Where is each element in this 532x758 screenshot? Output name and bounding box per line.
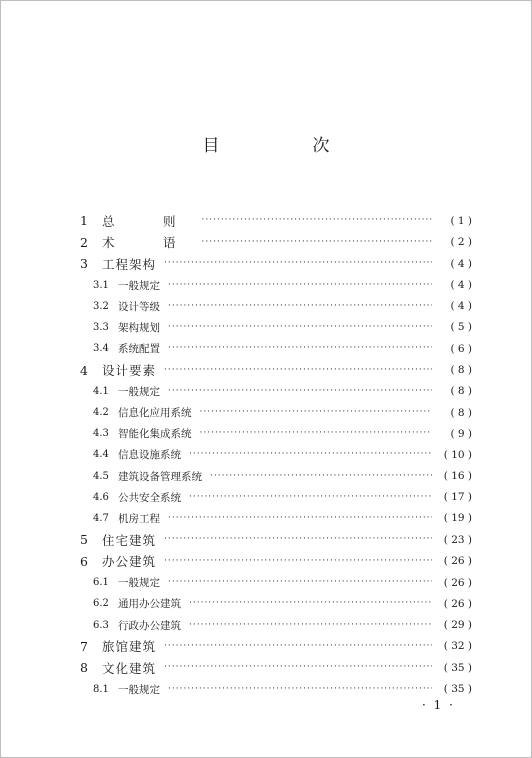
toc-entry-page: ( 26 ) bbox=[443, 597, 472, 610]
toc-entry-page: ( 10 ) bbox=[443, 448, 472, 461]
table-of-contents bbox=[80, 210, 472, 700]
toc-entry-label: 智能化集成系统 bbox=[118, 428, 192, 441]
toc-chapter-entry[interactable] bbox=[80, 529, 472, 551]
toc-entry-label: 公共安全系统 bbox=[118, 491, 181, 504]
toc-section-entry[interactable] bbox=[80, 572, 472, 593]
toc-entry-label: 总 则 bbox=[102, 213, 194, 229]
toc-dot-leader bbox=[168, 344, 432, 353]
toc-dot-leader bbox=[164, 663, 432, 672]
toc-entry-label: 设计等级 bbox=[118, 300, 160, 313]
toc-entry-number: 4.4 bbox=[93, 449, 109, 461]
toc-entry-page: ( 1 ) bbox=[450, 214, 472, 227]
toc-dot-leader bbox=[164, 366, 432, 375]
toc-section-entry[interactable] bbox=[80, 402, 472, 423]
toc-entry-label: 文化建筑 bbox=[102, 660, 157, 676]
toc-entry-number: 4.7 bbox=[93, 512, 109, 524]
toc-entry-page: ( 19 ) bbox=[443, 512, 472, 525]
toc-entry-number: 6 bbox=[80, 553, 88, 569]
toc-dot-leader bbox=[168, 685, 432, 694]
toc-entry-number: 6.1 bbox=[93, 577, 109, 589]
toc-dot-leader bbox=[168, 578, 432, 587]
toc-entry-label: 住宅建筑 bbox=[102, 532, 157, 548]
toc-chapter-entry[interactable] bbox=[80, 636, 472, 658]
toc-entry-number: 5 bbox=[80, 532, 88, 548]
toc-section-entry[interactable] bbox=[80, 593, 472, 614]
toc-entry-page: ( 17 ) bbox=[443, 491, 472, 504]
toc-title: 目 次 bbox=[202, 136, 368, 156]
page-number: · 1 · bbox=[422, 698, 455, 712]
toc-section-entry[interactable] bbox=[80, 444, 472, 465]
toc-entry-number: 3 bbox=[80, 256, 88, 272]
toc-section-entry[interactable] bbox=[80, 317, 472, 338]
toc-section-entry[interactable] bbox=[80, 679, 472, 700]
toc-dot-leader bbox=[168, 323, 432, 332]
toc-chapter-entry[interactable] bbox=[80, 253, 472, 275]
toc-section-entry[interactable] bbox=[80, 275, 472, 296]
toc-entry-page: ( 23 ) bbox=[443, 533, 472, 546]
toc-entry-number: 4.5 bbox=[93, 470, 109, 482]
toc-entry-number: 4.1 bbox=[93, 385, 109, 397]
toc-entry-page: ( 9 ) bbox=[450, 427, 472, 440]
toc-entry-page: ( 8 ) bbox=[450, 364, 472, 376]
toc-entry-label: 一般规定 bbox=[118, 385, 160, 398]
toc-entry-label: 通用办公建筑 bbox=[118, 598, 181, 611]
toc-dot-leader bbox=[168, 281, 432, 290]
toc-section-entry[interactable] bbox=[80, 296, 472, 317]
toc-dot-leader bbox=[200, 429, 433, 438]
toc-entry-page: ( 4 ) bbox=[450, 257, 472, 270]
toc-entry-label: 设计要素 bbox=[102, 363, 157, 378]
toc-entry-label: 旅馆建筑 bbox=[102, 639, 157, 655]
toc-entry-number: 3.1 bbox=[93, 279, 109, 291]
toc-section-entry[interactable] bbox=[80, 614, 472, 635]
toc-entry-page: ( 8 ) bbox=[450, 406, 472, 419]
toc-entry-page: ( 32 ) bbox=[443, 640, 472, 653]
toc-chapter-entry[interactable] bbox=[80, 551, 472, 573]
toc-entry-page: ( 6 ) bbox=[450, 342, 472, 355]
toc-chapter-entry[interactable] bbox=[80, 210, 472, 232]
toc-dot-leader bbox=[210, 472, 432, 481]
toc-entry-number: 3.4 bbox=[93, 343, 109, 355]
toc-dot-leader bbox=[168, 514, 432, 523]
toc-dot-leader bbox=[189, 599, 432, 608]
toc-entry-page: ( 26 ) bbox=[443, 555, 472, 568]
toc-entry-page: ( 4 ) bbox=[450, 279, 472, 292]
toc-entry-page: ( 2 ) bbox=[450, 236, 472, 249]
toc-entry-number: 7 bbox=[80, 638, 88, 654]
toc-dot-leader bbox=[202, 216, 432, 225]
toc-chapter-entry[interactable] bbox=[80, 359, 472, 381]
toc-entry-label: 信息化应用系统 bbox=[118, 407, 192, 420]
toc-entry-label: 建筑设备管理系统 bbox=[118, 470, 202, 483]
toc-entry-label: 行政办公建筑 bbox=[118, 619, 181, 632]
toc-entry-number: 4.2 bbox=[93, 407, 109, 419]
toc-entry-page: ( 16 ) bbox=[443, 470, 472, 483]
toc-entry-number: 6.2 bbox=[93, 598, 109, 610]
toc-entry-page: ( 29 ) bbox=[443, 619, 472, 632]
toc-section-entry[interactable] bbox=[80, 423, 472, 444]
toc-chapter-entry[interactable] bbox=[80, 657, 472, 679]
toc-entry-label: 一般规定 bbox=[118, 577, 160, 590]
toc-chapter-entry[interactable] bbox=[80, 232, 472, 254]
toc-dot-leader bbox=[164, 259, 432, 268]
toc-entry-number: 6.3 bbox=[93, 619, 109, 631]
toc-entry-page: ( 4 ) bbox=[450, 300, 472, 313]
toc-entry-number: 2 bbox=[80, 234, 88, 250]
toc-entry-label: 架构规划 bbox=[118, 321, 160, 334]
toc-dot-leader bbox=[164, 557, 432, 566]
toc-entry-page: ( 8 ) bbox=[450, 385, 472, 398]
toc-entry-label: 一般规定 bbox=[118, 279, 160, 292]
toc-entry-number: 4.3 bbox=[93, 428, 109, 440]
toc-entry-number: 8.1 bbox=[93, 683, 109, 695]
toc-entry-label: 工程架构 bbox=[102, 256, 157, 272]
toc-section-entry[interactable] bbox=[80, 381, 472, 402]
toc-dot-leader bbox=[189, 621, 432, 630]
toc-entry-number: 3.2 bbox=[93, 300, 109, 312]
toc-dot-leader bbox=[164, 642, 432, 651]
toc-dot-leader bbox=[164, 535, 432, 544]
toc-entry-label: 机房工程 bbox=[118, 512, 160, 525]
toc-section-entry[interactable] bbox=[80, 508, 472, 529]
toc-entry-number: 4 bbox=[80, 362, 88, 378]
toc-entry-number: 1 bbox=[80, 213, 88, 229]
toc-dot-leader bbox=[189, 450, 432, 459]
toc-dot-leader bbox=[202, 238, 432, 247]
toc-entry-number: 4.6 bbox=[93, 491, 109, 503]
toc-entry-label: 系统配置 bbox=[118, 343, 160, 356]
toc-entry-page: ( 35 ) bbox=[443, 661, 472, 674]
toc-entry-label: 一般规定 bbox=[118, 683, 160, 696]
toc-dot-leader bbox=[200, 408, 433, 417]
toc-dot-leader bbox=[189, 493, 432, 502]
toc-section-entry[interactable] bbox=[80, 466, 472, 487]
toc-entry-page: ( 26 ) bbox=[443, 576, 472, 589]
toc-dot-leader bbox=[168, 302, 432, 311]
toc-entry-page: ( 35 ) bbox=[443, 683, 472, 696]
toc-section-entry[interactable] bbox=[80, 487, 472, 508]
toc-entry-label: 术 语 bbox=[102, 235, 194, 251]
toc-entry-number: 3.3 bbox=[93, 321, 109, 333]
toc-entry-label: 信息设施系统 bbox=[118, 449, 181, 462]
toc-entry-number: 8 bbox=[80, 660, 88, 676]
toc-entry-page: ( 5 ) bbox=[450, 321, 472, 334]
toc-section-entry[interactable] bbox=[80, 338, 472, 359]
toc-dot-leader bbox=[168, 387, 432, 396]
toc-entry-label: 办公建筑 bbox=[102, 554, 157, 570]
